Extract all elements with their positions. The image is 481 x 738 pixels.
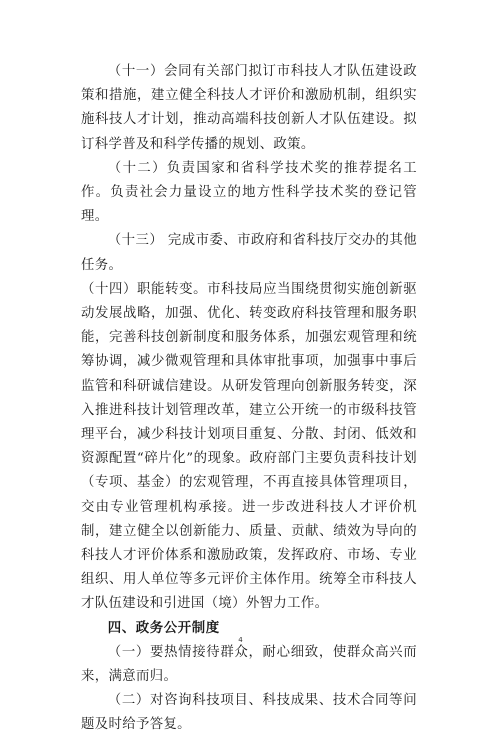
section-paragraph-1: （一）要热情接待群众，耐心细致，使群众高兴而来，满意而归。 xyxy=(81,644,417,685)
page-number: 4 xyxy=(238,636,243,644)
paragraph-item-14: （十四）职能转变。市科技局应当围绕贯彻实施创新驱动发展战略，加强、优化、转变政府科技管理和服务职能，完善科技创新制度和服务体系，加强宏观管理和统筹协调，减少微观管理和具体审批事项，加强事中事后监管和科研诚信建设。从研发管理向创新服务转变，深入推进科技计划管理改革，建立公开统一的市级科技管理平台，减少科技计划项目重复、分散、封闭、低效和资源配置“碎片化”的现象。政府部门主要负责科技计划（专项、基金）的宏观管理，不再直接具体管理项目，交由专业管理机构承接。进一步改进科技人才评价机制，建立健全以创新能力、质量、贡献、绩效为导向的科技人才评价体系和激励政策，发挥政府、市场、专业组织、用人单位等多元评价主体作用。统筹全市科技人才队伍建设和引进国（境）外智力工作。 xyxy=(81,281,417,612)
paragraph-item-12: （十二）负责国家和省科学技术奖的推荐提名工作。负责社会力量设立的地方性科学技术奖的登记管理。 xyxy=(81,160,417,225)
section-paragraph-2: （二）对咨询科技项目、科技成果、技术合同等问题及时给予答复。 xyxy=(81,693,417,733)
paragraph-item-13: （十三） 完成市委、市政府和省科技厅交办的其他任务。 xyxy=(81,233,417,273)
section-heading: 四、政务公开制度 xyxy=(107,620,220,636)
paragraph-item-11: （十一）会同有关部门拟订市科技人才队伍建设政策和措施，建立健全科技人才评价和激励机制，组织实施科技人才计划，推动高端科技创新人才队伍建设。拟订科学普及和科学传播的规划、政策。 xyxy=(81,64,417,152)
